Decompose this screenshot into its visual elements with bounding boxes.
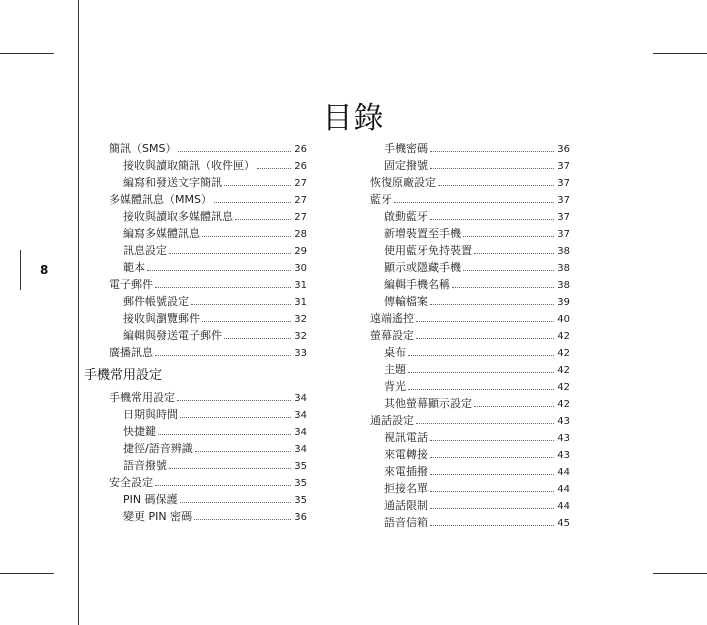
dot-leader bbox=[430, 490, 554, 492]
toc-entry[interactable] bbox=[109, 327, 307, 344]
dot-leader bbox=[235, 218, 291, 220]
toc-entry-page: 37 bbox=[557, 229, 570, 240]
dot-leader bbox=[202, 320, 291, 322]
toc-entry-label: 手機常用設定 bbox=[109, 391, 175, 404]
toc-entry[interactable] bbox=[109, 191, 307, 208]
toc-entry[interactable] bbox=[109, 140, 307, 157]
toc-entry[interactable] bbox=[109, 225, 307, 242]
toc-entry-label: 變更 PIN 密碼 bbox=[123, 510, 193, 523]
dot-leader bbox=[180, 416, 291, 418]
section-heading: 手機常用設定 bbox=[84, 368, 163, 383]
toc-entry-page: 38 bbox=[557, 246, 570, 257]
dot-leader bbox=[416, 320, 554, 322]
dot-leader bbox=[430, 473, 554, 475]
dot-leader bbox=[408, 354, 554, 356]
toc-entry[interactable] bbox=[370, 344, 570, 361]
toc-entry-label: 快捷鍵 bbox=[123, 425, 156, 438]
toc-entry-label: 接收與瀏覽郵件 bbox=[123, 312, 200, 325]
toc-entry[interactable] bbox=[370, 276, 570, 293]
toc-entry-page: 43 bbox=[557, 433, 570, 444]
toc-entry[interactable] bbox=[109, 174, 307, 191]
toc-entry-page: 35 bbox=[294, 461, 307, 472]
toc-entry[interactable] bbox=[370, 140, 570, 157]
toc-entry-page: 35 bbox=[294, 495, 307, 506]
toc-right-column bbox=[370, 140, 570, 531]
dot-leader bbox=[169, 467, 291, 469]
toc-entry-label: PIN 碼保護 bbox=[123, 493, 178, 506]
toc-entry-label: 使用藍牙免持裝置 bbox=[384, 244, 472, 257]
toc-entry[interactable] bbox=[370, 174, 570, 191]
toc-entry-page: 38 bbox=[557, 263, 570, 274]
toc-entry-label: 啟動藍牙 bbox=[384, 210, 428, 223]
dot-leader bbox=[474, 252, 554, 254]
dot-leader bbox=[474, 405, 554, 407]
dot-leader bbox=[169, 252, 291, 254]
toc-entry-label: 遠端遙控 bbox=[370, 312, 414, 325]
toc-entry-page: 37 bbox=[557, 195, 570, 206]
toc-entry-page: 43 bbox=[557, 450, 570, 461]
dot-leader bbox=[158, 433, 291, 435]
toc-entry[interactable] bbox=[109, 406, 307, 423]
toc-entry-page: 37 bbox=[557, 178, 570, 189]
toc-entry[interactable] bbox=[370, 310, 570, 327]
toc-left-column bbox=[84, 140, 307, 525]
toc-entry-label: 編輯與發送電子郵件 bbox=[123, 329, 222, 342]
toc-entry[interactable] bbox=[109, 389, 307, 406]
toc-entry-label: 接收與讀取簡訊（收件匣） bbox=[123, 159, 255, 172]
toc-entry[interactable] bbox=[109, 457, 307, 474]
toc-entry-label: 日期與時間 bbox=[123, 408, 178, 421]
toc-entry[interactable] bbox=[109, 344, 307, 361]
dot-leader bbox=[463, 269, 554, 271]
toc-entry-label: 接收與讀取多媒體訊息 bbox=[123, 210, 233, 223]
dot-leader bbox=[408, 388, 554, 390]
toc-entry-page: 26 bbox=[294, 144, 307, 155]
toc-entry[interactable] bbox=[370, 463, 570, 480]
toc-entry-label: 廣播訊息 bbox=[109, 346, 153, 359]
dot-leader bbox=[430, 218, 554, 220]
toc-entry[interactable] bbox=[370, 157, 570, 174]
toc-entry-page: 32 bbox=[294, 314, 307, 325]
toc-entry-label: 編輯手機名稱 bbox=[384, 278, 450, 291]
dot-leader bbox=[438, 184, 554, 186]
dot-leader bbox=[416, 337, 554, 339]
toc-entry-label: 語音撥號 bbox=[123, 459, 167, 472]
toc-entry[interactable] bbox=[370, 225, 570, 242]
toc-entry[interactable] bbox=[370, 361, 570, 378]
toc-entry-page: 42 bbox=[557, 365, 570, 376]
toc-entry-label: 顯示或隱藏手機 bbox=[384, 261, 461, 274]
dot-leader bbox=[155, 286, 291, 288]
toc-entry[interactable] bbox=[109, 293, 307, 310]
crop-mark bbox=[653, 573, 707, 574]
toc-entry-label: 藍牙 bbox=[370, 193, 392, 206]
toc-entry-label: 手機密碼 bbox=[384, 142, 428, 155]
toc-entry-label: 安全設定 bbox=[109, 476, 153, 489]
dot-leader bbox=[408, 371, 554, 373]
toc-entry-label: 簡訊（SMS） bbox=[109, 142, 177, 155]
toc-entry-page: 40 bbox=[557, 314, 570, 325]
toc-entry-label: 範本 bbox=[123, 261, 145, 274]
dot-leader bbox=[430, 456, 554, 458]
toc-entry-label: 電子郵件 bbox=[109, 278, 153, 291]
dot-leader bbox=[195, 450, 292, 452]
toc-entry[interactable] bbox=[370, 412, 570, 429]
toc-entry-label: 多媒體訊息（MMS） bbox=[109, 193, 212, 206]
toc-entry-page: 34 bbox=[294, 410, 307, 421]
toc-entry[interactable] bbox=[370, 242, 570, 259]
toc-entry-label: 編寫和發送文字簡訊 bbox=[123, 176, 222, 189]
toc-entry-page: 45 bbox=[557, 518, 570, 529]
dot-leader bbox=[214, 201, 291, 203]
toc-entry-page: 31 bbox=[294, 280, 307, 291]
toc-entry-label: 訊息設定 bbox=[123, 244, 167, 257]
toc-entry-page: 35 bbox=[294, 478, 307, 489]
toc-entry[interactable] bbox=[370, 514, 570, 531]
dot-leader bbox=[463, 235, 554, 237]
toc-entry-label: 傳輸檔案 bbox=[384, 295, 428, 308]
toc-entry-page: 27 bbox=[294, 212, 307, 223]
toc-entry-label: 通話限制 bbox=[384, 499, 428, 512]
toc-entry-page: 36 bbox=[557, 144, 570, 155]
toc-entry[interactable] bbox=[109, 508, 307, 525]
toc-entry-page: 27 bbox=[294, 195, 307, 206]
toc-entry-page: 38 bbox=[557, 280, 570, 291]
dot-leader bbox=[224, 337, 291, 339]
toc-entry-page: 37 bbox=[557, 161, 570, 172]
toc-entry[interactable] bbox=[370, 378, 570, 395]
toc-entry-page: 44 bbox=[557, 484, 570, 495]
dot-leader bbox=[430, 524, 554, 526]
toc-entry-label: 主題 bbox=[384, 363, 406, 376]
toc-entry-page: 43 bbox=[557, 416, 570, 427]
toc-entry-page: 32 bbox=[294, 331, 307, 342]
toc-entry-label: 來電插撥 bbox=[384, 465, 428, 478]
toc-entry-page: 26 bbox=[294, 161, 307, 172]
toc-entry-page: 29 bbox=[294, 246, 307, 257]
toc-entry-label: 視訊電話 bbox=[384, 431, 428, 444]
toc-entry-page: 37 bbox=[557, 212, 570, 223]
dot-leader bbox=[202, 235, 291, 237]
dot-leader bbox=[155, 484, 291, 486]
toc-entry-page: 30 bbox=[294, 263, 307, 274]
toc-entry-page: 31 bbox=[294, 297, 307, 308]
dot-leader bbox=[430, 507, 554, 509]
crop-mark bbox=[0, 53, 54, 54]
crop-mark bbox=[0, 573, 54, 574]
toc-entry[interactable] bbox=[370, 293, 570, 310]
toc-entry[interactable] bbox=[370, 480, 570, 497]
dot-leader bbox=[416, 422, 554, 424]
toc-entry-label: 拒接名單 bbox=[384, 482, 428, 495]
toc-entry-label: 背光 bbox=[384, 380, 406, 393]
dot-leader bbox=[452, 286, 554, 288]
toc-entry-label: 編寫多媒體訊息 bbox=[123, 227, 200, 240]
dot-leader bbox=[430, 167, 554, 169]
dot-leader bbox=[191, 303, 291, 305]
toc-entry-label: 其他螢幕顯示設定 bbox=[384, 397, 472, 410]
toc-entry[interactable] bbox=[370, 208, 570, 225]
dot-leader bbox=[180, 501, 292, 503]
toc-entry[interactable] bbox=[370, 429, 570, 446]
toc-entry[interactable] bbox=[109, 491, 307, 508]
crop-mark bbox=[20, 250, 21, 290]
toc-entry[interactable] bbox=[109, 310, 307, 327]
dot-leader bbox=[430, 303, 554, 305]
toc-entry-label: 桌布 bbox=[384, 346, 406, 359]
toc-entry-label: 恢復原廠設定 bbox=[370, 176, 436, 189]
toc-entry-page: 34 bbox=[294, 427, 307, 438]
toc-entry-page: 39 bbox=[557, 297, 570, 308]
crop-mark bbox=[653, 53, 707, 54]
toc-entry[interactable] bbox=[370, 327, 570, 344]
dot-leader bbox=[430, 439, 554, 441]
toc-entry-page: 42 bbox=[557, 331, 570, 342]
page-number: 8 bbox=[40, 263, 49, 277]
toc-entry[interactable] bbox=[109, 474, 307, 491]
toc-entry-label: 郵件帳號設定 bbox=[123, 295, 189, 308]
toc-entry-page: 42 bbox=[557, 348, 570, 359]
toc-entry-label: 捷徑/語音辨識 bbox=[123, 442, 193, 455]
toc-entry-page: 42 bbox=[557, 399, 570, 410]
toc-entry[interactable] bbox=[370, 497, 570, 514]
toc-entry-page: 42 bbox=[557, 382, 570, 393]
dot-leader bbox=[257, 167, 291, 169]
toc-entry[interactable] bbox=[370, 395, 570, 412]
toc-entry-label: 新增裝置至手機 bbox=[384, 227, 461, 240]
toc-entry-page: 44 bbox=[557, 467, 570, 478]
toc-entry-page: 34 bbox=[294, 393, 307, 404]
toc-entry-page: 27 bbox=[294, 178, 307, 189]
toc-entry[interactable] bbox=[109, 208, 307, 225]
dot-leader bbox=[394, 201, 554, 203]
toc-entry-page: 28 bbox=[294, 229, 307, 240]
toc-entry[interactable] bbox=[109, 423, 307, 440]
dot-leader bbox=[430, 150, 554, 152]
toc-entry[interactable] bbox=[370, 259, 570, 276]
toc-entry[interactable] bbox=[370, 191, 570, 208]
toc-entry-page: 33 bbox=[294, 348, 307, 359]
dot-leader bbox=[178, 150, 291, 152]
dot-leader bbox=[194, 518, 291, 520]
dot-leader bbox=[224, 184, 291, 186]
toc-entry-page: 34 bbox=[294, 444, 307, 455]
toc-entry[interactable] bbox=[370, 446, 570, 463]
toc-entry-label: 來電轉接 bbox=[384, 448, 428, 461]
toc-entry-label: 通話設定 bbox=[370, 414, 414, 427]
toc-entry[interactable] bbox=[109, 157, 307, 174]
toc-entry-label: 固定撥號 bbox=[384, 159, 428, 172]
page-title: 目錄 bbox=[322, 101, 385, 136]
toc-entry[interactable] bbox=[109, 259, 307, 276]
dot-leader bbox=[155, 354, 291, 356]
toc-entry-label: 螢幕設定 bbox=[370, 329, 414, 342]
dot-leader bbox=[177, 399, 291, 401]
toc-entry-page: 44 bbox=[557, 501, 570, 512]
toc-entry[interactable] bbox=[109, 440, 307, 457]
toc-entry-label: 語音信箱 bbox=[384, 516, 428, 529]
toc-entry-page: 36 bbox=[294, 512, 307, 523]
toc-entry[interactable] bbox=[109, 242, 307, 259]
toc-entry[interactable] bbox=[109, 276, 307, 293]
dot-leader bbox=[147, 269, 291, 271]
